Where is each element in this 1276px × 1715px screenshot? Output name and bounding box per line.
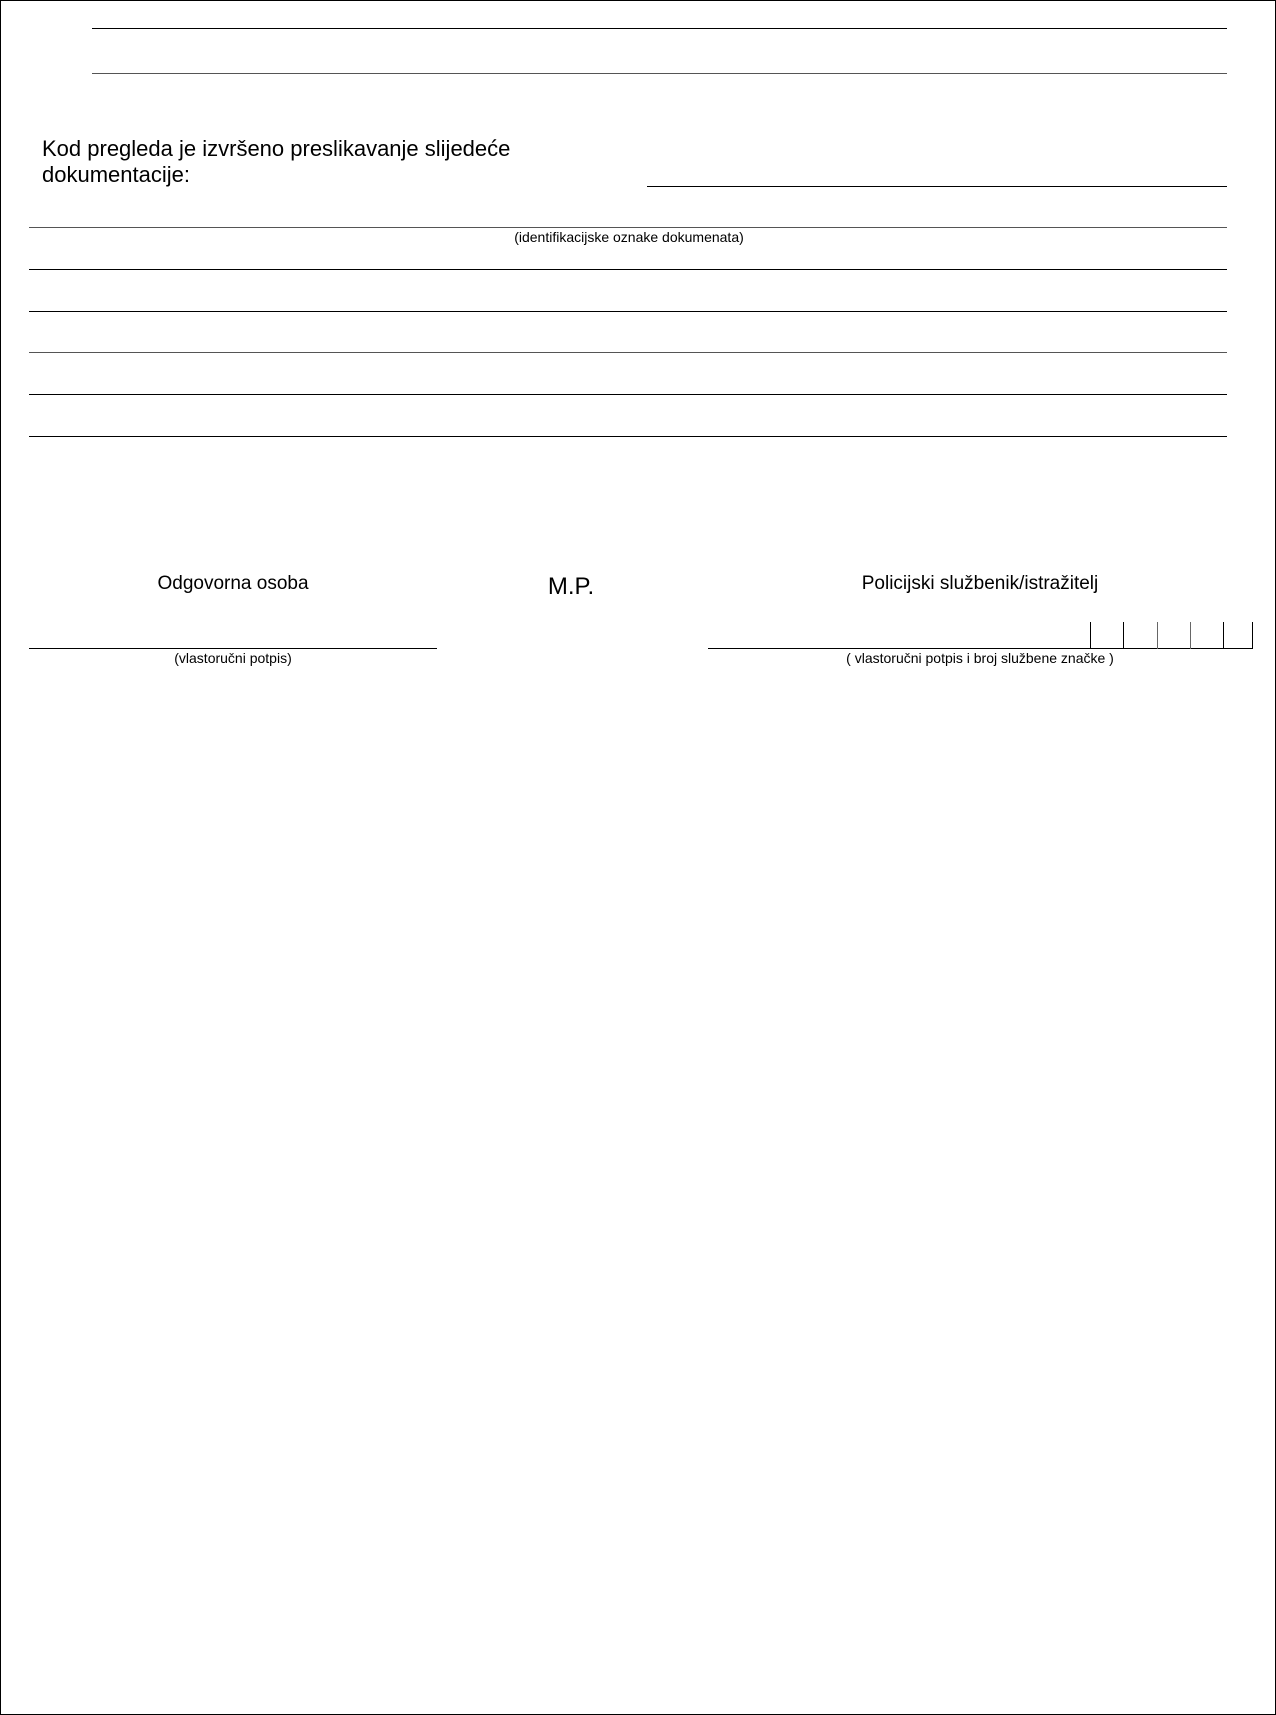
- responsible-person-title: Odgovorna osoba: [157, 573, 309, 594]
- police-officer-title: Policijski službenik/istražitelj: [861, 573, 1099, 594]
- badge-box-divider: [1223, 622, 1224, 649]
- police-officer-signature-caption: ( vlastoručni potpis i broj službene značke ): [846, 650, 1114, 666]
- document-id-line-4[interactable]: [29, 352, 1227, 353]
- documentation-entry-line[interactable]: [647, 186, 1227, 187]
- badge-box-divider: [1252, 622, 1253, 649]
- document-id-line-3[interactable]: [29, 311, 1227, 312]
- document-id-caption: (identifikacijske oznake dokumenata): [514, 229, 744, 245]
- badge-box-divider: [1157, 622, 1158, 649]
- document-id-line-1[interactable]: [29, 227, 1227, 228]
- responsible-person-signature-line[interactable]: [29, 648, 437, 649]
- stamp-placeholder: M.P.: [547, 573, 595, 600]
- document-id-line-5[interactable]: [29, 394, 1227, 395]
- top-line-2[interactable]: [92, 73, 1227, 74]
- police-officer-signature-line[interactable]: [708, 648, 1253, 649]
- badge-box-divider: [1190, 622, 1191, 649]
- responsible-person-signature-caption: (vlastoručni potpis): [174, 650, 292, 666]
- badge-box-divider: [1123, 622, 1124, 649]
- document-id-line-2[interactable]: [29, 269, 1227, 270]
- top-line-1[interactable]: [92, 28, 1227, 29]
- documentation-heading: Kod pregleda je izvršeno preslikavanje slijedeće dokumentacije:: [42, 136, 511, 187]
- badge-box-divider: [1090, 622, 1091, 649]
- document-id-line-6[interactable]: [29, 436, 1227, 437]
